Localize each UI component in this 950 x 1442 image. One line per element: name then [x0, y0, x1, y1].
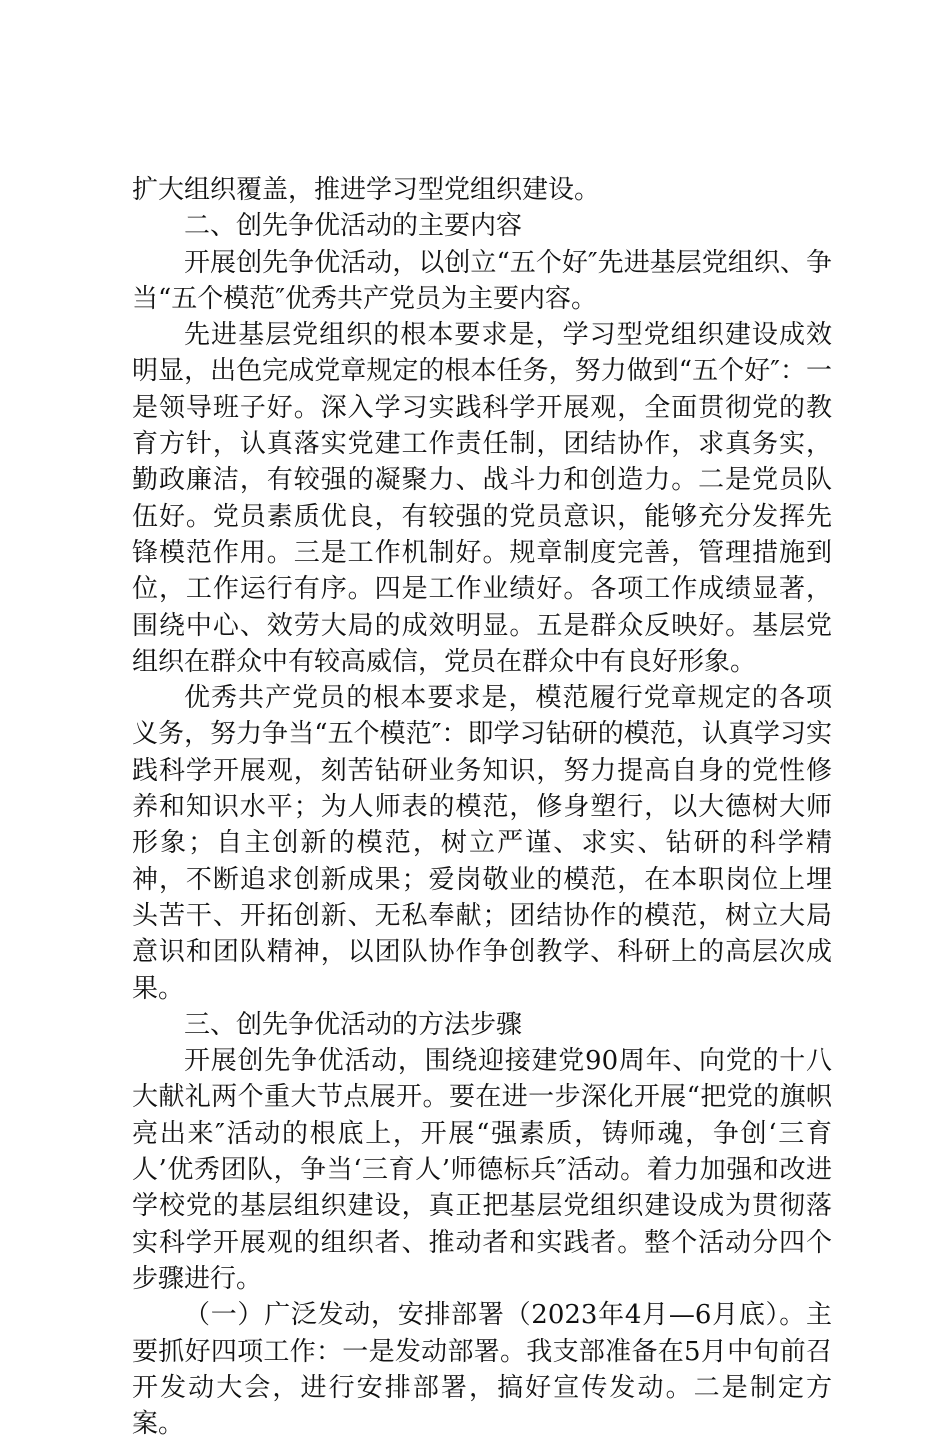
paragraph-five-models: 优秀共产党员的根本要求是，模范履行党章规定的各项义务，努力争当“五个模范″：即学习钻研的模范，认真学习实践科学开展观，刻苦钻研业务知识，努力提高自身的党性修养和知识水平；为人师表的模范，修身塑行，以大德树大师形象；自主创新的模范，树立严谨、求实、钻研的科学精神，不断追求创新成果；爱岗敬业的模范，在本职岗位上埋头苦干、开拓创新、无私奉献；团结协作的模范，树立大局意识和团队精神，以团队协作争创教学、科研上的高层次成果。: [132, 683, 832, 1004]
paragraph-method-steps: 开展创先争优活动，围绕迎接建党90周年、向党的十八大献礼两个重大节点展开。要在进一步深化开展“把党的旗帜亮出来″活动的根底上，开展“强素质，铸师魂，争创‘三育人’优秀团队，争当‘三育人’师德标兵″活动。着力加强和改进学校党的基层组织建设，真正把基层党组织建设成为贯彻落实科学开展观的组织者、推动者和实践者。整个活动分四个步骤进行。: [132, 1046, 832, 1294]
paragraph-five-goods: 先进基层党组织的根本要求是，学习型党组织建设成效明显，出色完成党章规定的根本任务，努力做到“五个好″：一是领导班子好。深入学习实践科学开展观，全面贯彻党的教育方针，认真落实党建工作责任制，团结协作，求真务实，勤政廉洁，有较强的凝聚力、战斗力和创造力。二是党员队伍好。党员素质优良，有较强的党员意识，能够充分发挥先锋模范作用。三是工作机制好。规章制度完善，管理措施到位，工作运行有序。四是工作业绩好。各项工作成绩显著，围绕中心、效劳大局的成效明显。五是群众反映好。基层党组织在群众中有较高威信，党员在群众中有良好形象。: [132, 320, 832, 677]
paragraph-continuation: 扩大组织覆盖，推进学习型党组织建设。: [132, 175, 601, 205]
document-body: [132, 172, 832, 1442]
section-heading-3: 三、创先争优活动的方法步骤: [184, 1009, 523, 1040]
paragraph-main-content: 开展创先争优活动，以创立“五个好″先进基层党组织、争当“五个模范″优秀共产党员为主要内容。: [132, 247, 832, 314]
section-heading-2: 二、创先争优活动的主要内容: [184, 211, 523, 242]
paragraph-step-one: （一）广泛发动，安排部署（2023年4月—6月底）。主要抓好四项工作：一是发动部署。我支部准备在5月中旬前召开发动大会，进行安排部署，搞好宣传发动。二是制定方案。: [132, 1300, 832, 1440]
